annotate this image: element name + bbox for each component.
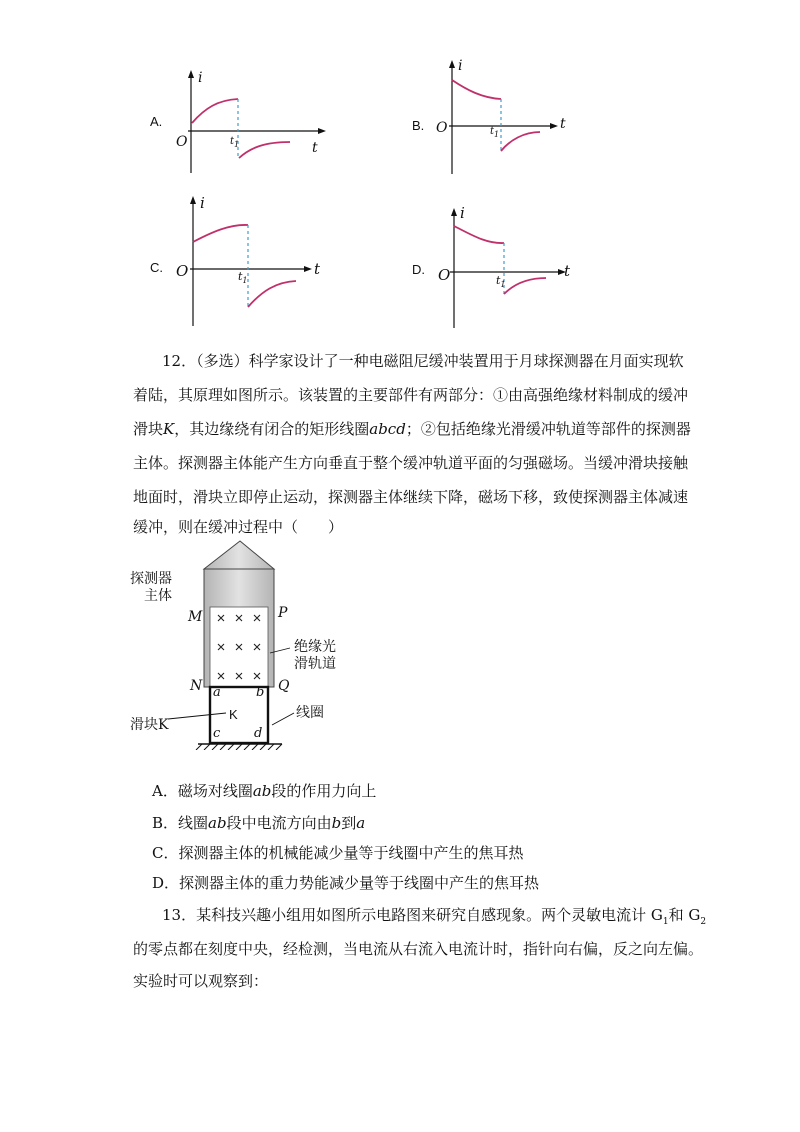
t1-label: $t_1$ [238, 270, 248, 286]
option-text: 段的作用力向上 [271, 782, 377, 800]
origin-label: O [176, 134, 188, 150]
q12-line-2: 着陆，其原理如图所示。该装置的主要部件有两部分：①由高强绝缘材料制成的缓冲 [133, 386, 689, 404]
label-N: N [190, 678, 203, 694]
axis-label-t: t [564, 262, 571, 280]
option-symbol: b [331, 814, 342, 832]
q12-line-4: 主体。探测器主体能产生方向垂直于整个缓冲轨道平面的匀强磁场。当缓冲滑块接触 [133, 454, 689, 472]
rail-label-1: 绝缘光 [294, 639, 336, 655]
q12-line-1: 12．（多选）科学家设计了一种电磁阻尼缓冲装置用于月球探测器在月面实现软 [162, 352, 684, 370]
graph-option-d [412, 204, 602, 334]
option-text: 到 [341, 814, 357, 832]
axis-label-t: t [312, 140, 318, 156]
q13-text: 和 G [668, 906, 701, 924]
graph-option-c [150, 190, 340, 330]
q13-text: 13．某科技兴趣小组用如图所示电路图来研究自感现象。两个灵敏电流计 G [162, 906, 663, 924]
label-a: a [213, 685, 221, 700]
q12-option-d: D．探测器主体的重力势能减少量等于线圈中产生的焦耳热 [152, 874, 540, 892]
t1-label: $t_1$ [490, 126, 500, 139]
origin-label: O [438, 266, 451, 284]
graph-option-b [412, 56, 602, 176]
damper-diagram [130, 535, 370, 750]
q12-text: ；②包括绝缘光滑缓冲轨道等部件的探测器 [405, 420, 691, 438]
current-time-graph [150, 68, 340, 178]
option-symbol: a [356, 814, 366, 832]
q12-line-5: 地面时，滑块立即停止运动，探测器主体继续下降，磁场下移，致使探测器主体减速 [133, 488, 689, 506]
axis-label-i: i [200, 194, 205, 212]
label-b: b [256, 685, 265, 700]
graph-option-a [150, 68, 340, 178]
coil-label: 线圈 [296, 705, 324, 721]
q13-subscript: 1 [662, 917, 669, 927]
option-text: A．磁场对线圈 [152, 782, 253, 800]
rail-label-2: 滑轨道 [294, 656, 336, 672]
label-M: M [188, 609, 203, 625]
option-text: B．线圈 [152, 814, 209, 832]
q12-line-6: 缓冲，则在缓冲过程中（ ） [133, 518, 344, 536]
q12-text: ，其边缘绕有闭合的矩形线圈 [174, 420, 370, 438]
label-Q: Q [278, 678, 290, 694]
q12-option-a [152, 780, 376, 801]
option-symbol: ab [208, 814, 227, 832]
label-K: K [229, 707, 238, 722]
label-c: c [213, 726, 221, 741]
option-letter: C. [150, 260, 163, 275]
q13-line-1 [162, 904, 706, 927]
q13-line-3: 实验时可以观察到： [133, 972, 269, 990]
axis-label-i: i [198, 70, 203, 86]
current-time-graph [412, 56, 602, 176]
axis-label-t: t [560, 116, 566, 132]
label-d: d [254, 726, 263, 741]
origin-label: O [176, 262, 189, 280]
q12-text: 滑块 [133, 420, 164, 438]
q13-subscript: 2 [700, 917, 707, 927]
origin-label: O [436, 120, 448, 136]
option-letter: A. [150, 114, 163, 129]
q13-line-2: 的零点都在刻度中央，经检测，当电流从右流入电流计时，指针向右偏，反之向左偏。 [133, 940, 704, 958]
body-label-2: 主体 [144, 588, 172, 604]
q12-coil-symbol: abcd [369, 420, 406, 438]
axis-label-i: i [458, 58, 463, 74]
q12-option-b [152, 812, 365, 833]
q12-slider-symbol: K [163, 420, 175, 438]
label-P: P [278, 605, 288, 621]
slider-label: 滑块K [130, 717, 169, 733]
body-label-1: 探测器 [130, 571, 172, 587]
option-text: 段中电流方向由 [226, 814, 332, 832]
current-time-graph [150, 190, 340, 330]
t1-label: $t_1$ [496, 274, 506, 290]
option-letter: D. [412, 262, 425, 277]
t1-label: $t_1$ [230, 136, 240, 149]
q12-line-3 [133, 418, 691, 439]
axis-label-i: i [460, 204, 465, 222]
option-letter: B. [412, 118, 425, 133]
q12-option-c: C．探测器主体的机械能减少量等于线圈中产生的焦耳热 [152, 844, 524, 862]
axis-label-t: t [314, 260, 321, 278]
option-symbol: ab [252, 782, 272, 800]
